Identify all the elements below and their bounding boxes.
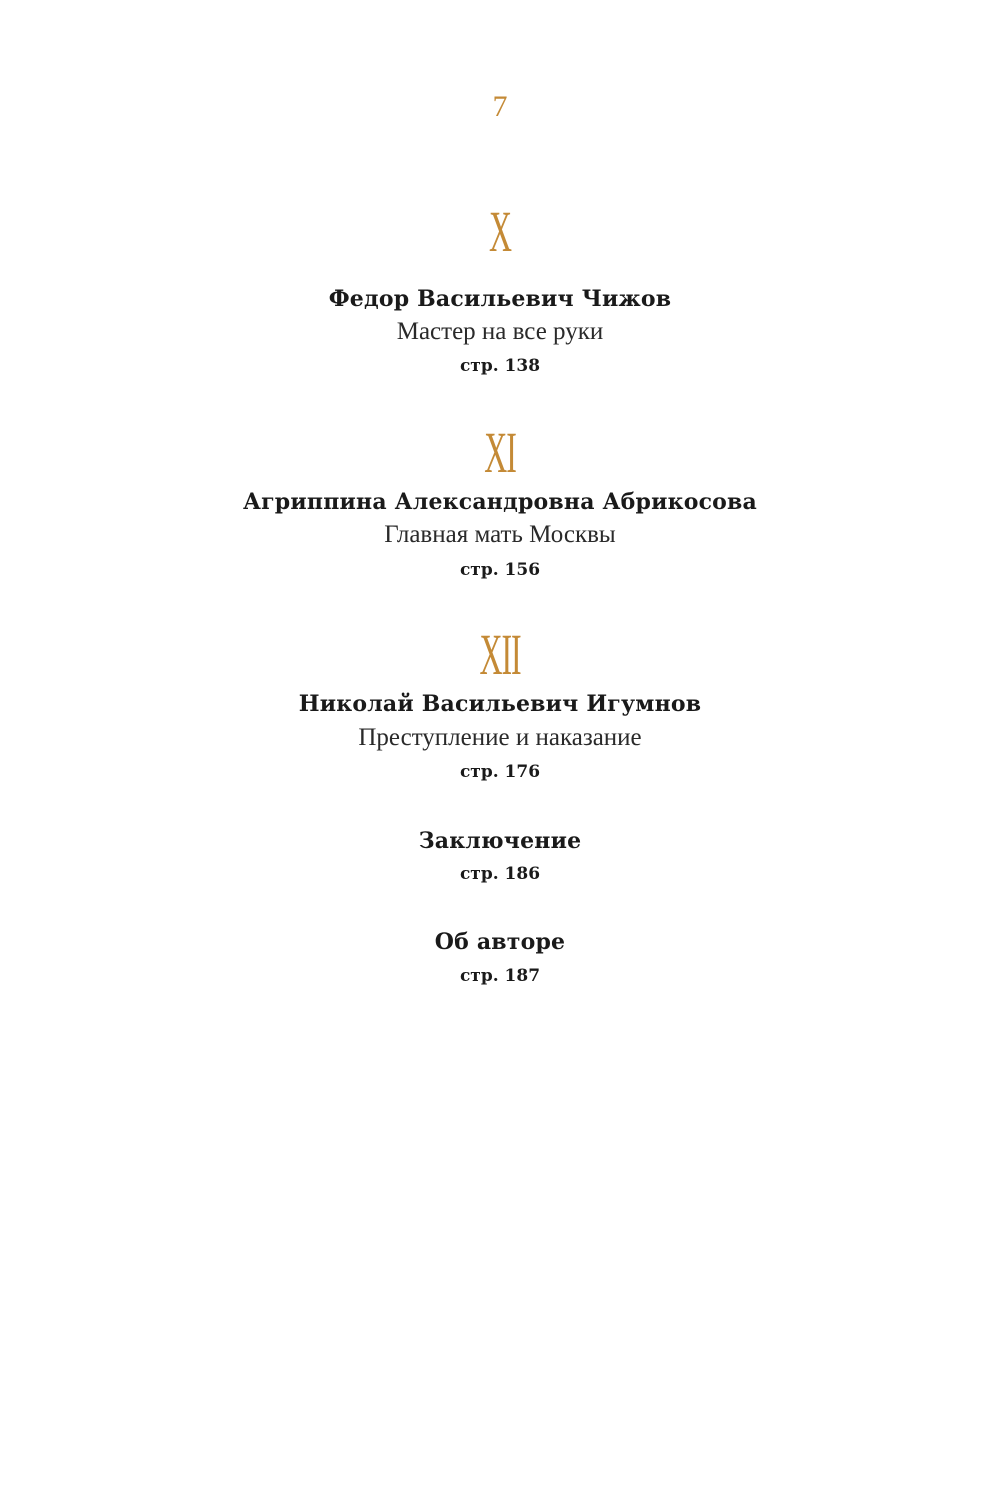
about-author-page-ref[interactable]: стр. 187 [459, 966, 541, 986]
chapter-name[interactable]: Агриппина Александровна Абрикосова [243, 489, 757, 515]
chapter-name[interactable]: Федор Васильевич Чижов [328, 286, 672, 312]
conclusion-page-ref[interactable]: стр. 186 [459, 864, 541, 884]
chapter-numeral: XII [479, 622, 521, 687]
chapter-subtitle: Главная мать Москвы [384, 521, 616, 548]
page-number: 7 [492, 90, 508, 123]
about-author-title[interactable]: Об авторе [434, 929, 566, 955]
chapter-name[interactable]: Николай Васильевич Игумнов [298, 691, 702, 717]
conclusion-title[interactable]: Заключение [418, 828, 582, 854]
chapter-page-ref[interactable]: стр. 176 [459, 762, 541, 782]
chapter-subtitle: Преступление и наказание [358, 724, 642, 751]
chapter-subtitle: Мастер на все руки [396, 318, 604, 345]
chapter-numeral: X [489, 199, 511, 264]
chapter-numeral: XI [484, 420, 516, 485]
chapter-page-ref[interactable]: стр. 138 [459, 356, 541, 376]
chapter-page-ref[interactable]: стр. 156 [459, 560, 541, 580]
